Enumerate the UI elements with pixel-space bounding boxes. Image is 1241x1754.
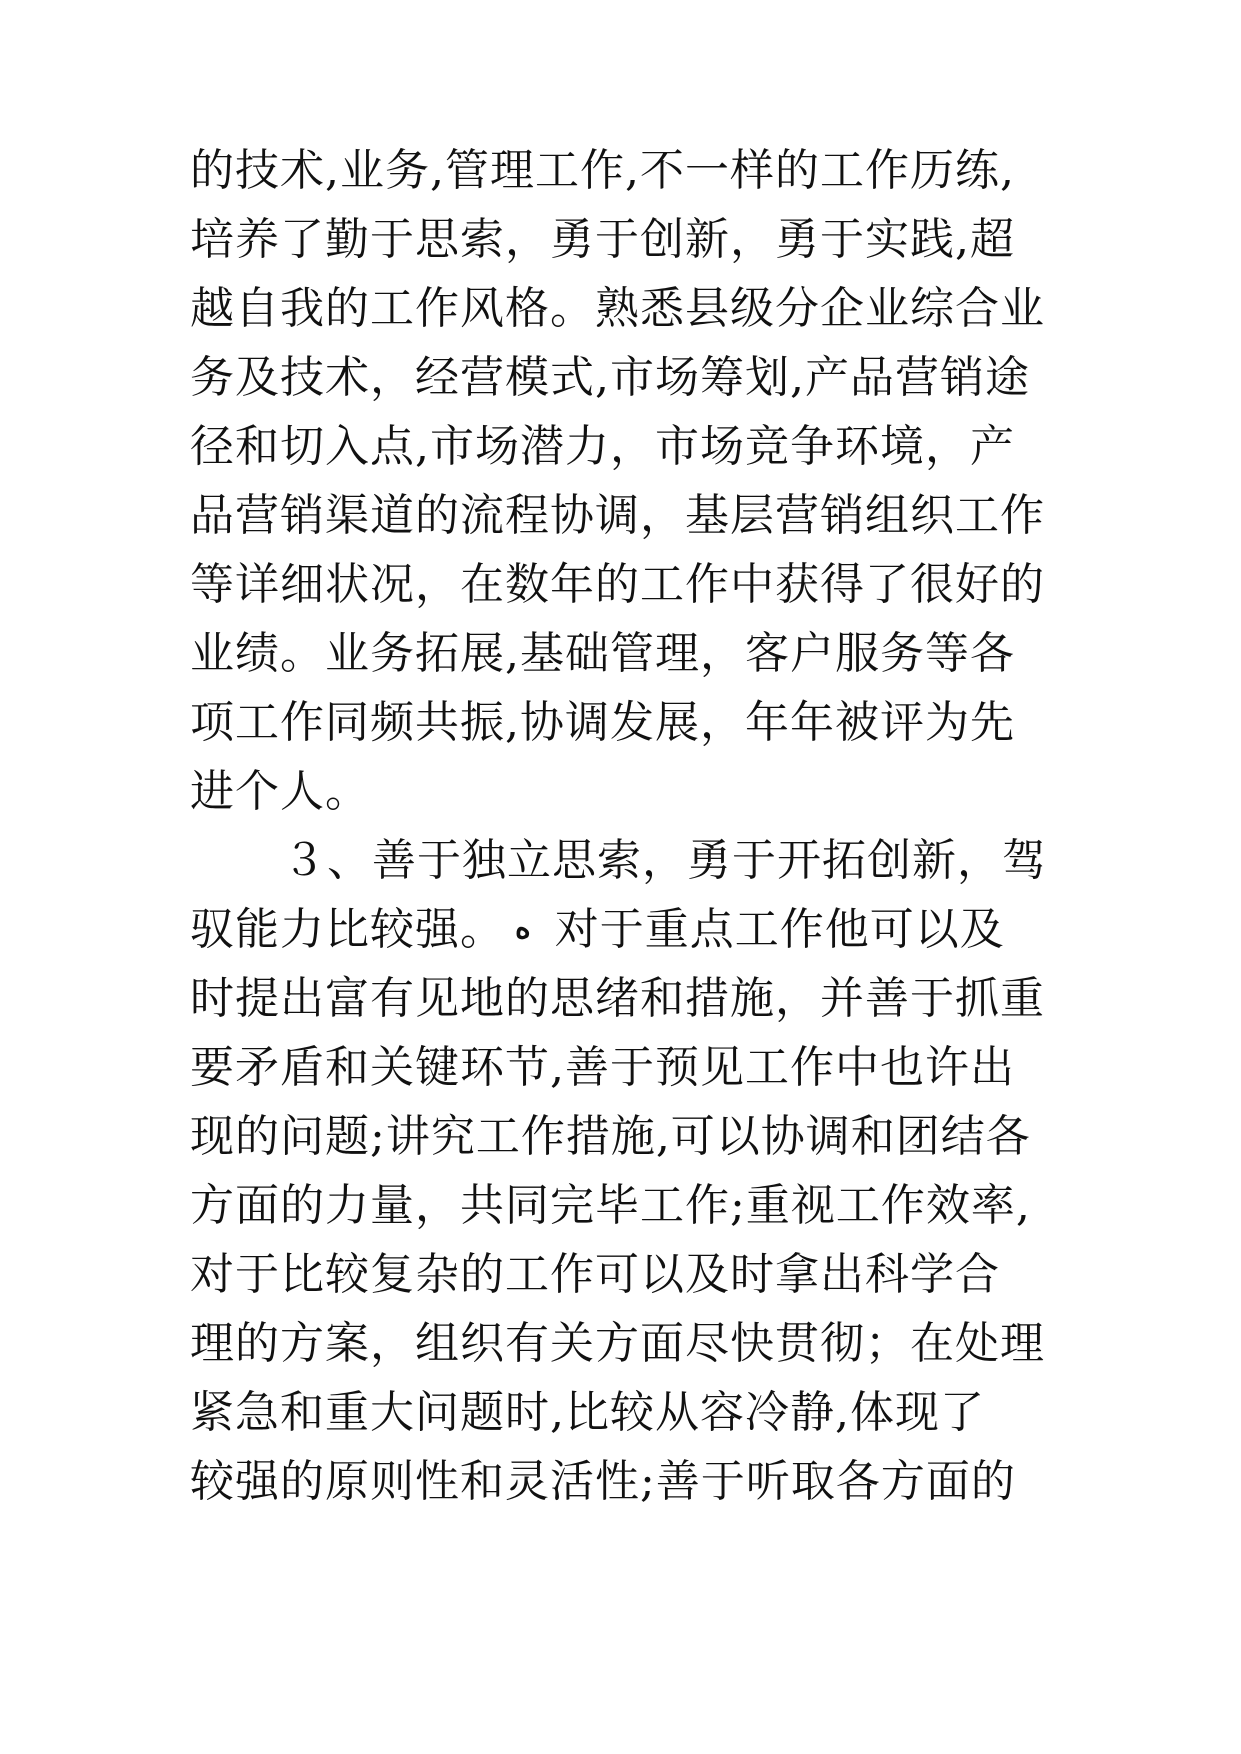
text-line-2: 培养了勤于思索，勇于创新，勇于实践,超	[190, 214, 1015, 265]
text-line-14: 要矛盾和关键环节,善于预见工作中也许出	[190, 1042, 1015, 1093]
text-line-19: 紧急和重大问题时,比较从容冷静,体现了	[190, 1387, 985, 1438]
text-line-13: 时提出富有见地的思绪和措施，并善于抓重	[190, 973, 1045, 1024]
text-line-12	[190, 895, 1130, 964]
text-line-12-start: 驭能力比较强。	[190, 904, 505, 955]
text-line-15: 现的问题;讲究工作措施,可以协调和团结各	[190, 1111, 1031, 1162]
text-line-1: 的技术,业务,管理工作,不一样的工作历练,	[190, 145, 1015, 196]
stray-glyph-mark: ه	[515, 911, 531, 946]
text-line-7: 等详细状况，在数年的工作中获得了很好的	[190, 559, 1045, 610]
text-line-8: 业绩。业务拓展,基础管理，客户服务等各	[190, 628, 1015, 679]
text-line-10: 进个人。	[190, 766, 370, 817]
text-line-3: 越自我的工作风格。熟悉县级分企业综合业	[190, 283, 1045, 334]
text-line-4: 务及技术，经营模式,市场筹划,产品营销途	[190, 352, 1030, 403]
text-line-12-end: 对于重点工作他可以及	[554, 904, 1005, 955]
body-text	[190, 136, 1130, 1516]
text-line-16: 方面的力量，共同完毕工作;重视工作效率,	[190, 1180, 1031, 1231]
text-line-9: 项工作同频共振,协调发展，年年被评为先	[190, 697, 1015, 748]
text-line-17: 对于比较复杂的工作可以及时拿出科学合	[190, 1249, 1000, 1300]
text-line-5: 径和切入点,市场潜力，市场竞争环境，产	[190, 421, 1015, 472]
text-line-18: 理的方案，组织有关方面尽快贯彻；在处理	[190, 1318, 1045, 1369]
text-line-20: 较强的原则性和灵活性;善于听取各方面的	[190, 1456, 1016, 1507]
text-line-6: 品营销渠道的流程协调，基层营销组织工作	[190, 490, 1045, 541]
paragraph-3-first-line: ３、善于独立思索，勇于开拓创新，驾	[282, 835, 1047, 886]
